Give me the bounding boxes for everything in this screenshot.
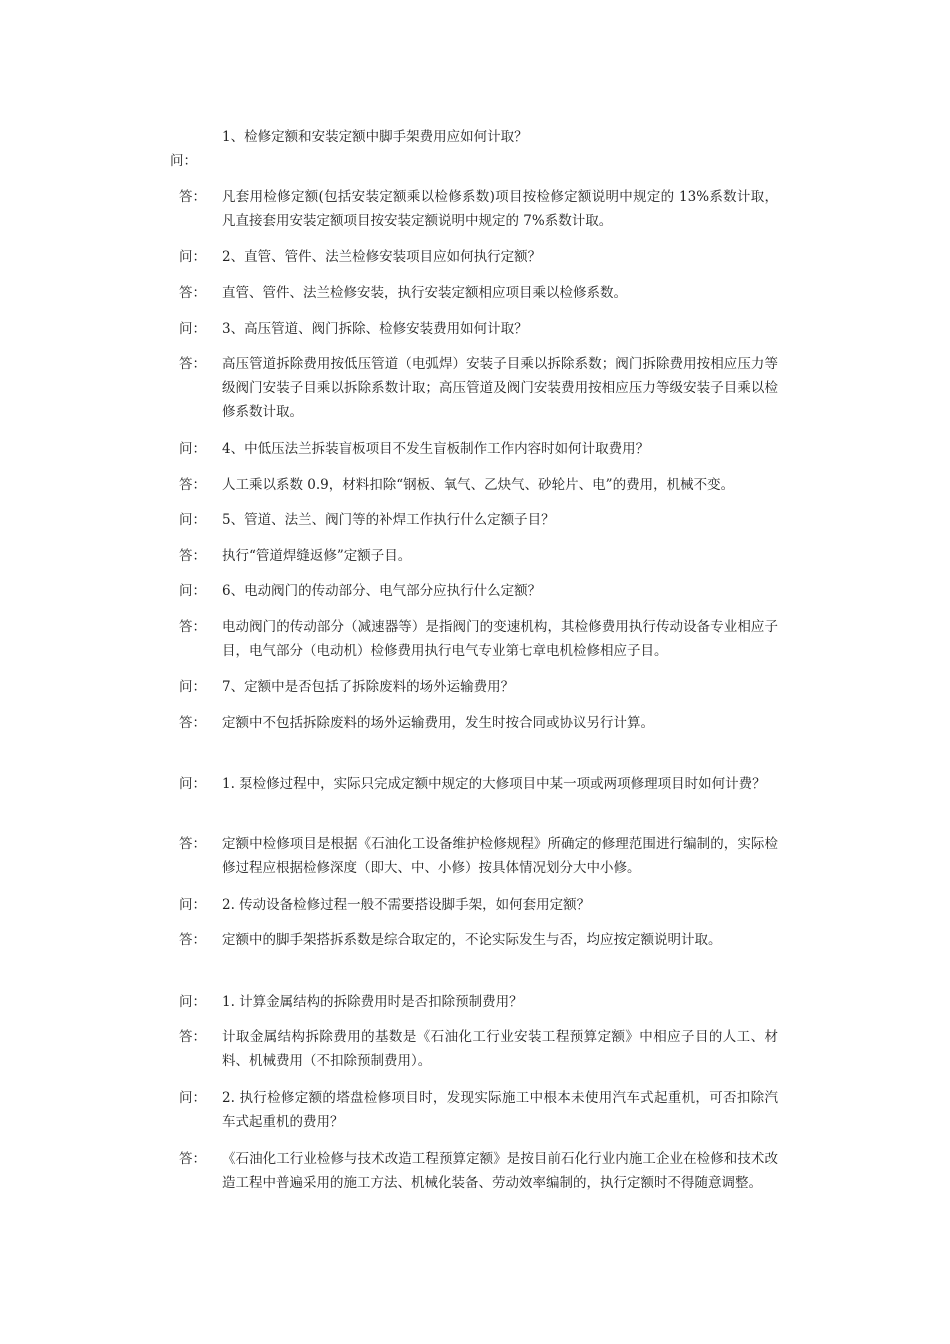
- question-label: 问：: [179, 679, 206, 695]
- answer-text: 执行“管道焊缝返修”定额子目。: [222, 548, 412, 564]
- answer-label: 答：: [179, 477, 206, 493]
- answer-label: 答：: [179, 548, 206, 564]
- question-text: 5、管道、法兰、阀门等的补焊工作执行什么定额子目？: [222, 512, 555, 528]
- answer-text: 定额中的脚手架搭拆系数是综合取定的，不论实际发生与否，均应按定额说明计取。: [222, 932, 722, 948]
- question-label: 问：: [170, 153, 197, 169]
- question-text: 2. 传动设备检修过程一般不需要搭设脚手架，如何套用定额？: [222, 897, 591, 913]
- answer-text: 直管、管件、法兰检修安装，执行安装定额相应项目乘以检修系数。: [222, 285, 627, 301]
- answer-label: 答：: [179, 285, 206, 301]
- answer-text: 凡套用检修定额(包括安装定额乘以检修系数)项目按检修定额说明中规定的 13%系数计取，凡直接套用安装定额项目按安装定额说明中规定的 7%系数计取。: [222, 189, 778, 229]
- question-label: 问：: [179, 512, 206, 528]
- question-text: 1、检修定额和安装定额中脚手架费用应如何计取？: [222, 129, 528, 145]
- answer-text: 电动阀门的传动部分（减速器等）是指阀门的变速机构，其检修费用执行传动设备专业相应子目，电气部分（电动机）检修费用执行电气专业第七章电机检修相应子目。: [222, 619, 778, 659]
- question-label: 问：: [179, 994, 206, 1010]
- question-text: 2、直管、管件、法兰检修安装项目应如何执行定额？: [222, 249, 542, 265]
- answer-text: 《石油化工行业检修与技术改造工程预算定额》是按目前石化行业内施工企业在检修和技术改造工程中普遍采用的施工方法、机械化装备、劳动效率编制的，执行定额时不得随意调整。: [222, 1151, 778, 1191]
- question-label: 问：: [179, 1090, 206, 1106]
- question-text: 1. 泵检修过程中，实际只完成定额中规定的大修项目中某一项或两项修理项目时如何计费？: [222, 776, 766, 792]
- question-label: 问：: [179, 249, 206, 265]
- question-label: 问：: [179, 897, 206, 913]
- answer-text: 高压管道拆除费用按低压管道（电弧焊）安装子目乘以拆除系数；阀门拆除费用按相应压力等级阀门安装子目乘以拆除系数计取；高压管道及阀门安装费用按相应压力等级安装子目乘以检修系数计取。: [222, 356, 778, 420]
- answer-label: 答：: [179, 1151, 206, 1167]
- question-text: 2. 执行检修定额的塔盘检修项目时，发现实际施工中根本未使用汽车式起重机，可否扣除汽车式起重机的费用？: [222, 1090, 778, 1130]
- question-label: 问：: [179, 583, 206, 599]
- answer-text: 人工乘以系数 0.9，材料扣除“钢板、氧气、乙炔气、砂轮片、电”的费用，机械不变。: [222, 477, 735, 493]
- answer-label: 答：: [179, 715, 206, 731]
- answer-label: 答：: [179, 619, 206, 635]
- question-text: 7、定额中是否包括了拆除废料的场外运输费用？: [222, 679, 515, 695]
- answer-label: 答：: [179, 356, 206, 372]
- question-text: 6、电动阀门的传动部分、电气部分应执行什么定额？: [222, 583, 542, 599]
- answer-label: 答：: [179, 1029, 206, 1045]
- answer-text: 定额中检修项目是根据《石油化工设备维护检修规程》所确定的修理范围进行编制的，实际检修过程应根据检修深度（即大、中、小修）按具体情况划分大中小修。: [222, 836, 778, 876]
- answer-label: 答：: [179, 189, 206, 205]
- question-label: 问：: [179, 441, 206, 457]
- answer-text: 定额中不包括拆除废料的场外运输费用，发生时按合同或协议另行计算。: [222, 715, 654, 731]
- answer-label: 答：: [179, 836, 206, 852]
- question-text: 4、中低压法兰拆装盲板项目不发生盲板制作工作内容时如何计取费用？: [222, 441, 650, 457]
- answer-label: 答：: [179, 932, 206, 948]
- question-label: 问：: [179, 321, 206, 337]
- question-text: 3、高压管道、阀门拆除、检修安装费用如何计取？: [222, 321, 528, 337]
- answer-text: 计取金属结构拆除费用的基数是《石油化工行业安装工程预算定额》中相应子目的人工、材料、机械费用（不扣除预制费用）。: [222, 1029, 778, 1069]
- question-label: 问：: [179, 776, 206, 792]
- question-text: 1. 计算金属结构的拆除费用时是否扣除预制费用？: [222, 994, 523, 1010]
